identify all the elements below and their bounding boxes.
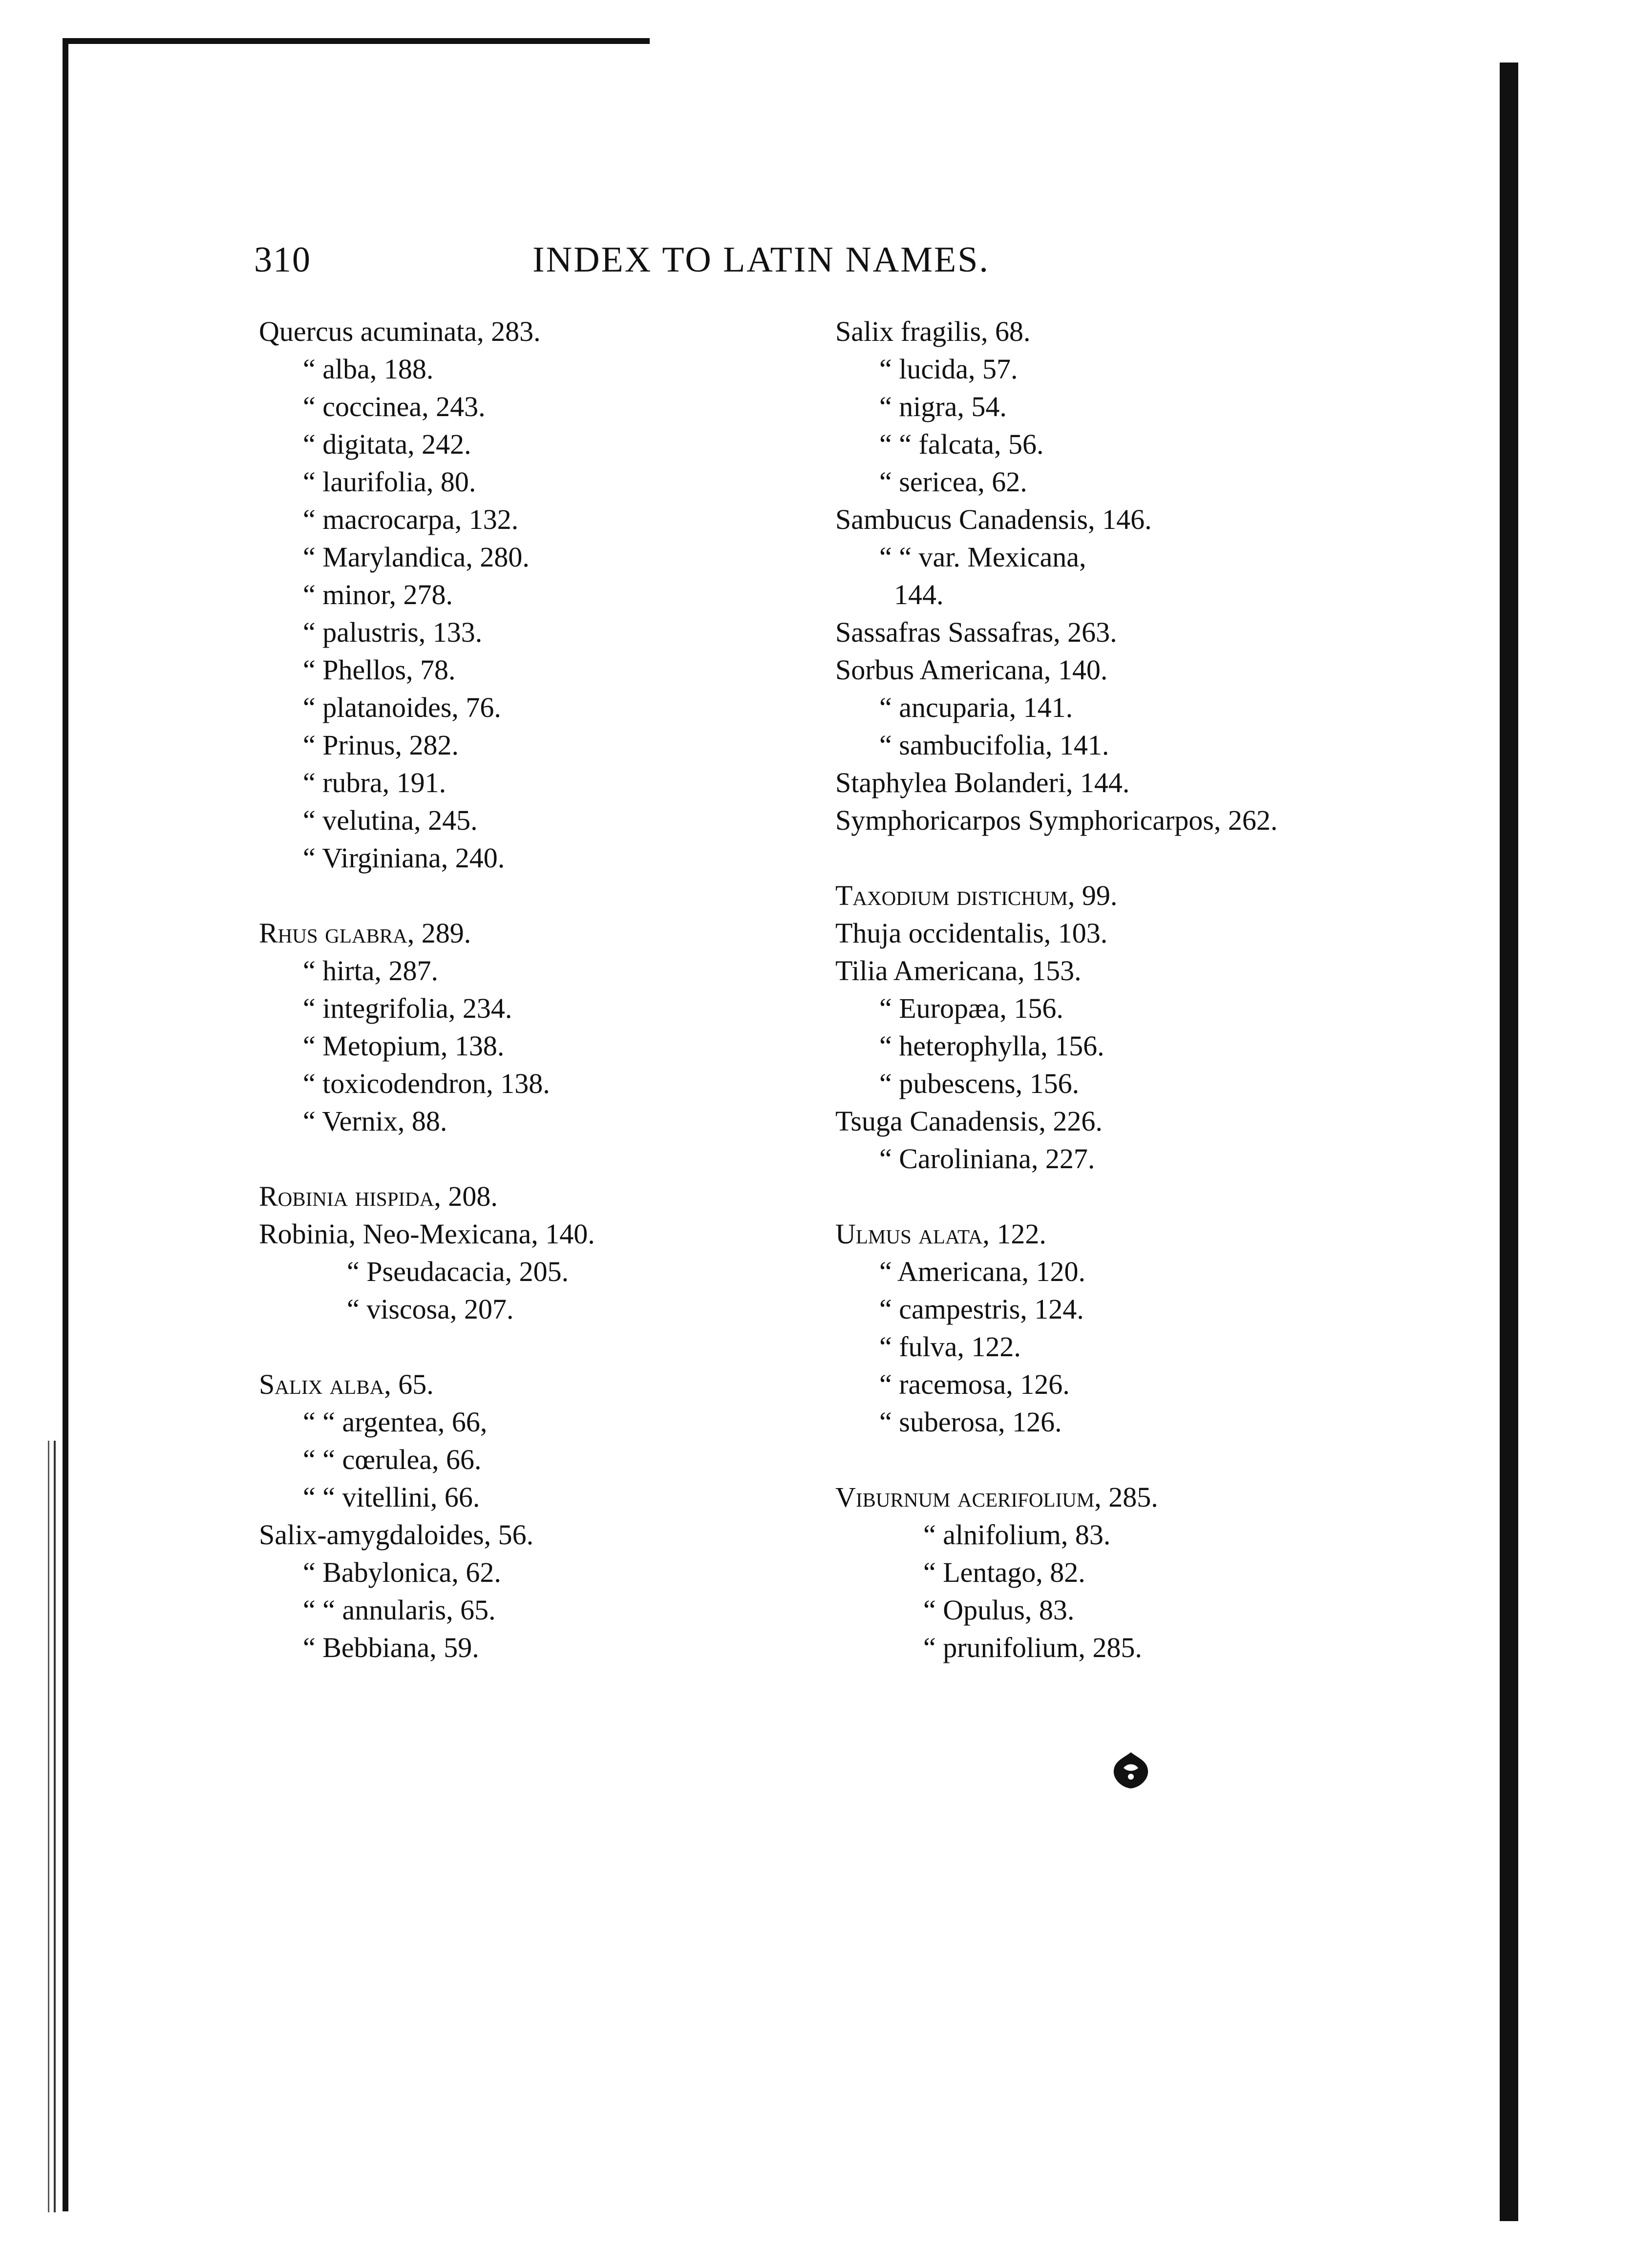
index-entry: Rhus glabra, 289. [259,917,471,949]
index-subentry: “ Prinus, 282. [303,729,459,761]
index-subentry: “ “ vitellini, 66. [303,1481,480,1513]
entry-spacer [259,1328,821,1365]
index-entry: Sassafras Sassafras, 263. [835,616,1117,648]
index-subentry: “ sericea, 62. [879,466,1027,498]
index-subentry: “ toxicodendron, 138. [303,1068,550,1099]
entry-spacer [835,1441,1397,1478]
printer-ornament-icon [1109,1748,1153,1792]
entry-spacer [835,839,1397,877]
index-subentry: “ digitata, 242. [303,428,471,460]
index-subentry: “ Caroliniana, 227. [879,1143,1095,1175]
page-number: 310 [254,240,311,280]
index-subentry: “ Marylandica, 280. [303,541,530,573]
index-subentry: “ Lentago, 82. [923,1556,1085,1588]
index-subentry: “ rubra, 191. [303,767,446,798]
index-subentry: “ platanoides, 76. [303,692,501,723]
index-entry: Salix-amygdaloides, 56. [259,1519,534,1551]
index-subentry: “ Metopium, 138. [303,1030,505,1062]
index-subentry: “ Bebbiana, 59. [303,1632,479,1663]
page-border-left [63,38,68,2211]
page-header [254,239,1084,288]
index-subentry: “ sambucifolia, 141. [879,729,1109,761]
index-subentry: “ fulva, 122. [879,1331,1021,1363]
index-subentry: “ laurifolia, 80. [303,466,476,498]
index-subentry: “ Opulus, 83. [923,1594,1075,1626]
index-entry: Robinia, Neo-Mexicana, 140. [259,1218,595,1250]
index-subentry: “ Virginiana, 240. [303,842,505,874]
index-subentry: “ alnifolium, 83. [923,1519,1111,1551]
index-subentry: “ Europæa, 156. [879,992,1063,1024]
index-subentry: 144. [894,579,944,610]
index-entry: Taxodium distichum, 99. [835,880,1118,911]
page-border-left-inner [54,1441,56,2212]
index-entry: Tsuga Canadensis, 226. [835,1105,1103,1137]
index-subentry: “ alba, 188. [303,353,434,385]
index-entry: Sorbus Americana, 140. [835,654,1108,686]
index-subentry: “ Babylonica, 62. [303,1556,501,1588]
entry-spacer [835,1177,1397,1215]
index-subentry: “ lucida, 57. [879,353,1018,385]
entry-spacer [259,1140,821,1177]
index-entry: Quercus acuminata, 283. [259,315,541,347]
index-subentry: “ palustris, 133. [303,616,483,648]
index-subentry: “ Vernix, 88. [303,1105,447,1137]
index-subentry: “ “ var. Mexicana, [879,541,1086,573]
index-entry: Tilia Americana, 153. [835,955,1082,987]
index-subentry: “ pubescens, 156. [879,1068,1080,1099]
index-entry: Ulmus alata, 122. [835,1218,1046,1250]
index-subentry: “ prunifolium, 285. [923,1632,1142,1663]
index-entry: Symphoricarpos Symphoricarpos, 262. [835,804,1278,836]
page-border-left-inner-2 [48,1441,49,2212]
index-subentry: “ heterophylla, 156. [879,1030,1104,1062]
index-subentry: “ “ falcata, 56. [879,428,1044,460]
page-title: INDEX TO LATIN NAMES. [532,240,990,280]
index-entry: Salix alba, 65. [259,1368,434,1400]
index-subentry: “ viscosa, 207. [347,1293,514,1325]
index-subentry: “ macrocarpa, 132. [303,504,519,535]
index-subentry: “ coccinea, 243. [303,391,486,422]
index-entry: Thuja occidentalis, 103. [835,917,1108,949]
index-subentry: “ racemosa, 126. [879,1368,1070,1400]
index-subentry: “ Phellos, 78. [303,654,456,686]
index-subentry: “ hirta, 287. [303,955,439,987]
page-edge-right [1500,63,1518,2221]
index-subentry: “ integrifolia, 234. [303,992,512,1024]
index-subentry: “ Pseudacacia, 205. [347,1256,569,1287]
index-subentry: “ campestris, 124. [879,1293,1084,1325]
index-column-left [259,313,821,1666]
index-subentry: “ “ argentea, 66, [303,1406,488,1438]
page-border-top [64,38,650,44]
index-entry: Salix fragilis, 68. [835,315,1031,347]
index-entry: Staphylea Bolanderi, 144. [835,767,1130,798]
entry-spacer [259,877,821,914]
index-subentry: “ suberosa, 126. [879,1406,1062,1438]
index-subentry: “ “ annularis, 65. [303,1594,496,1626]
index-column-right [835,313,1397,1666]
index-subentry: “ Americana, 120. [879,1256,1085,1287]
index-subentry: “ nigra, 54. [879,391,1007,422]
index-entry: Viburnum acerifolium, 285. [835,1481,1158,1513]
index-entry: Sambucus Canadensis, 146. [835,504,1152,535]
index-entry: Robinia hispida, 208. [259,1180,498,1212]
index-subentry: “ “ cœrulea, 66. [303,1444,482,1475]
index-subentry: “ velutina, 245. [303,804,478,836]
index-subentry: “ minor, 278. [303,579,453,610]
index-subentry: “ ancuparia, 141. [879,692,1073,723]
